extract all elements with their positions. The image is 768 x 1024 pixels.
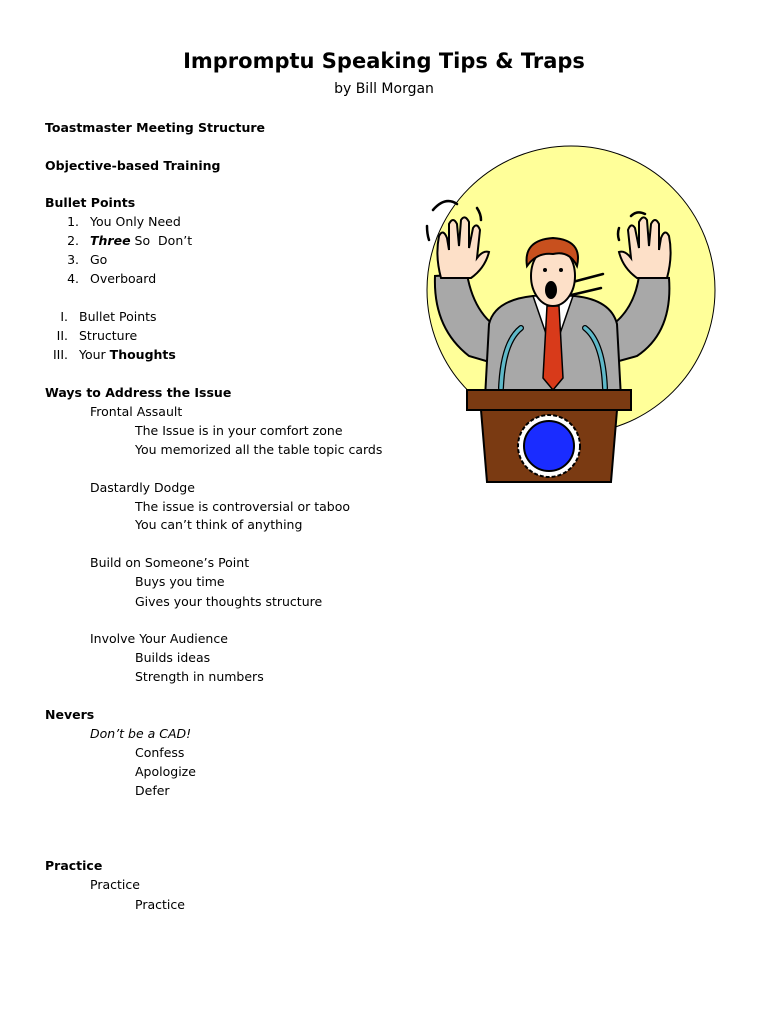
detail-item: The Issue is in your comfort zone bbox=[135, 423, 343, 438]
detail-item: The issue is controversial or taboo bbox=[135, 499, 350, 514]
list-item-text: Your bbox=[79, 347, 110, 362]
detail-item: Buys you time bbox=[135, 574, 225, 589]
list-number: II. bbox=[56, 328, 68, 343]
list-number: 1. bbox=[67, 214, 79, 229]
detail-item: Builds ideas bbox=[135, 650, 211, 665]
emblem bbox=[524, 421, 574, 471]
detail-item: Defer bbox=[135, 783, 170, 798]
page-author: by Bill Morgan bbox=[334, 81, 434, 97]
list-number: 4. bbox=[67, 271, 79, 286]
eye bbox=[543, 268, 547, 272]
podium-top bbox=[467, 390, 631, 410]
practice-level-3: Practice bbox=[135, 897, 185, 912]
heading-practice: Practice bbox=[45, 858, 103, 873]
subheading-dastardly-dodge: Dastardly Dodge bbox=[90, 480, 195, 495]
eye bbox=[559, 268, 563, 272]
subheading-frontal-assault: Frontal Assault bbox=[90, 404, 183, 419]
mouth bbox=[545, 281, 557, 299]
list-number: I. bbox=[60, 309, 68, 324]
detail-item: Strength in numbers bbox=[135, 669, 264, 684]
detail-item: Confess bbox=[135, 745, 185, 760]
tie bbox=[543, 306, 563, 390]
list-item: Structure bbox=[79, 328, 138, 343]
list-number: 3. bbox=[67, 252, 79, 267]
list-item-text: So Don’t bbox=[130, 233, 193, 248]
heading-nevers: Nevers bbox=[45, 707, 95, 722]
heading-ways-to-address: Ways to Address the Issue bbox=[45, 385, 232, 400]
heading-objective-training: Objective-based Training bbox=[45, 158, 221, 173]
list-number: III. bbox=[52, 347, 68, 362]
heading-bullet-points: Bullet Points bbox=[45, 195, 136, 210]
list-item: Bullet Points bbox=[79, 309, 157, 324]
list-item bbox=[90, 232, 192, 250]
list-item: Overboard bbox=[90, 271, 157, 286]
practice-level-2: Practice bbox=[90, 877, 140, 892]
list-item bbox=[79, 346, 176, 364]
list-number: 2. bbox=[67, 233, 79, 248]
list-item: You Only Need bbox=[90, 214, 181, 229]
heading-meeting-structure: Toastmaster Meeting Structure bbox=[45, 120, 265, 135]
detail-item: Apologize bbox=[135, 764, 196, 779]
subheading-involve-audience: Involve Your Audience bbox=[90, 631, 228, 646]
detail-item: Gives your thoughts structure bbox=[135, 594, 323, 609]
subheading-dont-be-cad: Don’t be a CAD! bbox=[90, 726, 192, 741]
list-item: Go bbox=[90, 252, 108, 267]
page-title: Impromptu Speaking Tips & Traps bbox=[183, 49, 585, 73]
detail-item: You memorized all the table topic cards bbox=[135, 442, 383, 457]
speaker-at-podium-icon bbox=[405, 128, 717, 490]
emphasis-text: Thoughts bbox=[109, 347, 176, 362]
emphasis-text: Three bbox=[90, 233, 131, 248]
detail-item: You can’t think of anything bbox=[135, 517, 303, 532]
subheading-build-on-point: Build on Someone’s Point bbox=[90, 555, 250, 570]
